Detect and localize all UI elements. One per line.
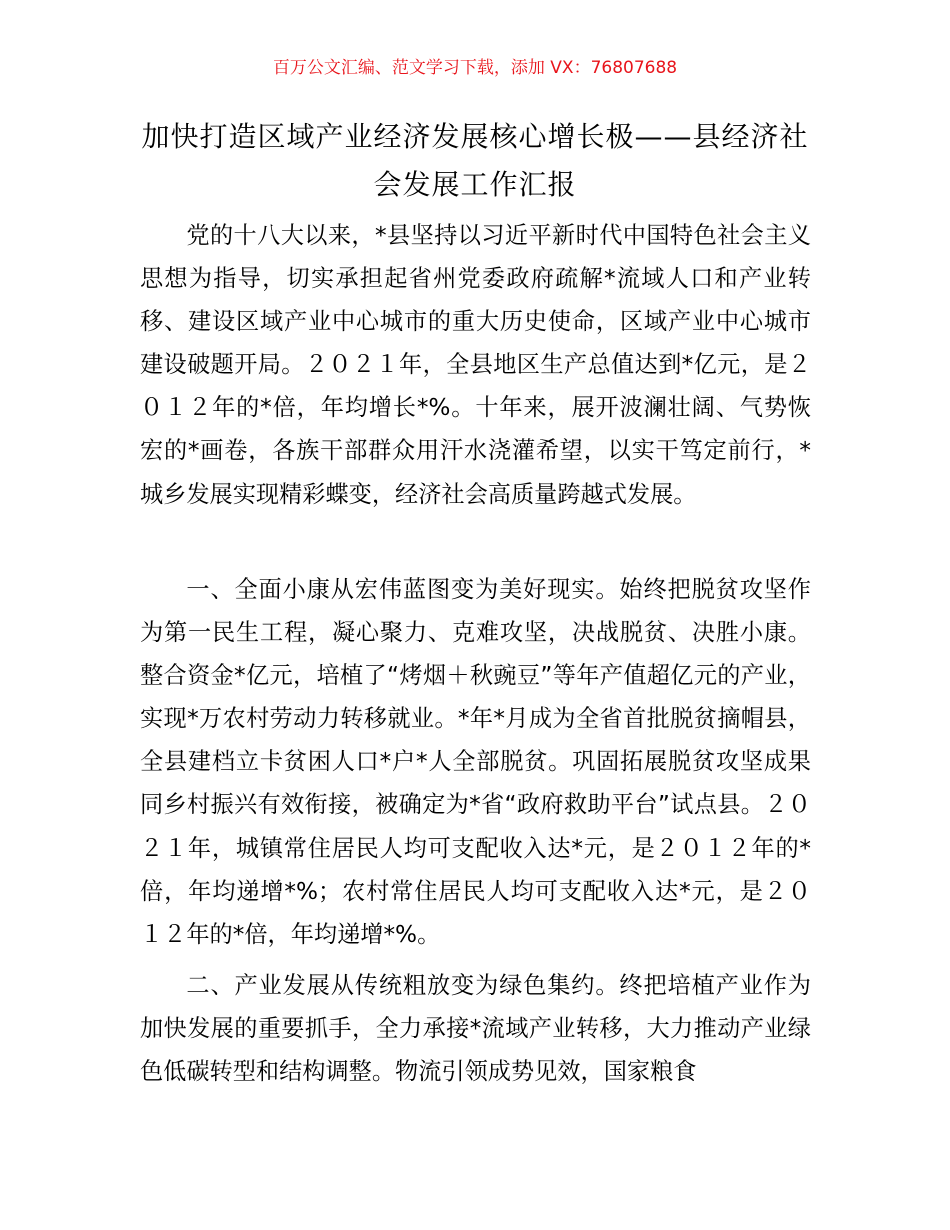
paragraph-intro: 党的十八大以来，*县坚持以习近平新时代中国特色社会主义思想为指导，切实承担起省州党委政府疏解*流域人口和产业转移、建设区域产业中心城市的重大历史使命，区域产业中心城市建设破题开局。２０２１年，全县地区生产总值达到*亿元，是２０１２年的*倍，年均增长*%。十年来，展开波澜壮阔、气势恢宏的*画卷，各族干部群众用汗水浇灌希望，以实干笃定前行，*城乡发展实现精彩蝶变，经济社会高质量跨越式发展。 xyxy=(140,222,811,508)
watermark-header: 百万公文汇编、范文学习下载，添加 VX：76807688 xyxy=(272,58,678,78)
document-title: 加快打造区域产业经济发展核心增长极——县经济社会发展工作汇报 xyxy=(141,120,809,201)
paragraph-section-2: 二、产业发展从传统粗放变为绿色集约。终把培植产业作为加快发展的重要抓手，全力承接*流域产业转移，大力推动产业绿色低碳转型和结构调整。物流引领成势见效，国家粮食 xyxy=(140,972,811,1086)
paragraph-section-1: 一、全面小康从宏伟蓝图变为美好现实。始终把脱贫攻坚作为第一民生工程，凝心聚力、克难攻坚，决战脱贫、决胜小康。整合资金*亿元，培植了“烤烟＋秋豌豆”等年产值超亿元的产业，实现*万农村劳动力转移就业。*年*月成为全省首批脱贫摘帽县，全县建档立卡贫困人口*户*人全部脱贫。巩固拓展脱贫攻坚成果同乡村振兴有效衔接，被确定为*省“政府救助平台”试点县。２０２１年，城镇常住居民人均可支配收入达*元，是２０１２年的*倍，年均递增*%；农村常住居民人均可支配收入达*元，是２０１２年的*倍，年均递增*%。 xyxy=(140,576,811,948)
